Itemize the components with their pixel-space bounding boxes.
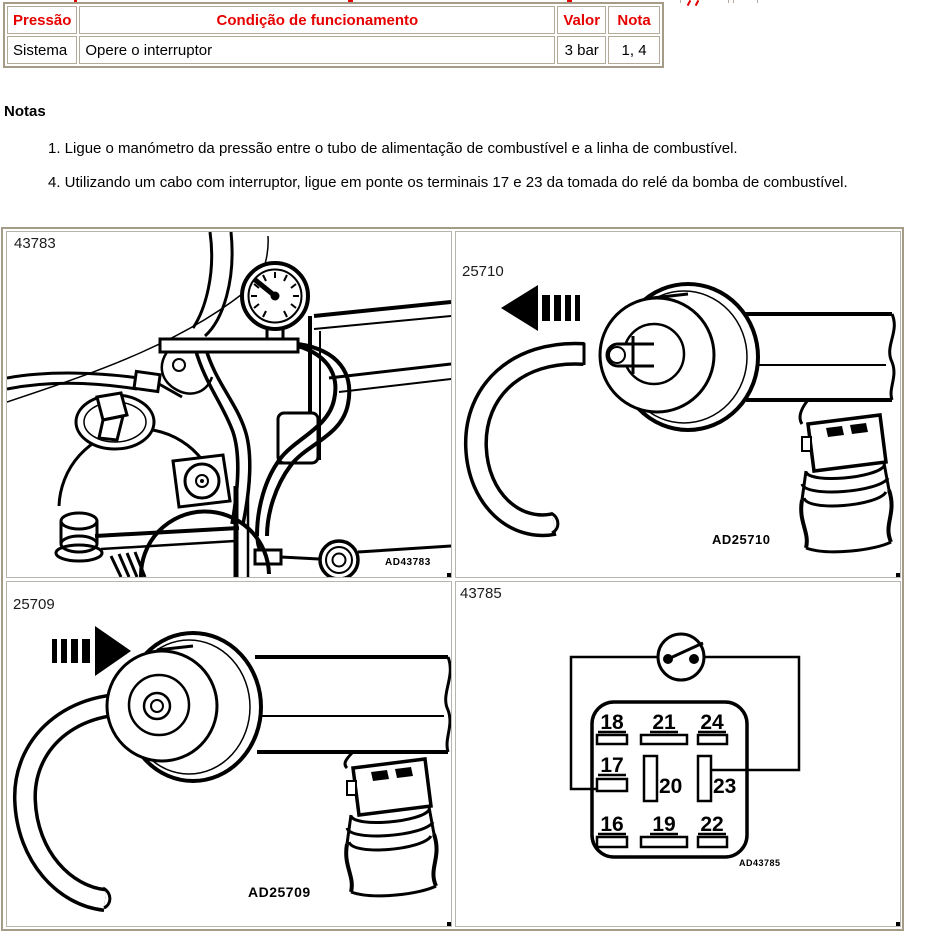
table-row (7, 36, 660, 64)
relay-socket-diagram (456, 582, 900, 926)
col-header-nota: Nota (608, 6, 660, 34)
figure-code-label: AD43785 (739, 858, 781, 868)
cell-condicao: Opere o interruptor (79, 36, 555, 64)
switch-icon (658, 634, 704, 680)
terminal-21: 21 (652, 711, 676, 734)
figure-code-label: AD25710 (712, 532, 771, 547)
terminal-24: 24 (700, 711, 724, 734)
corner-handle (447, 922, 451, 926)
direction-arrow-left-icon (501, 285, 580, 331)
terminal-23: 23 (713, 775, 737, 798)
truncated-heading-fragment (695, 0, 700, 6)
corner-handle (896, 573, 900, 577)
terminal-16: 16 (600, 813, 624, 836)
terminal-17: 17 (600, 754, 624, 777)
col-header-condicao: Condição de funcionamento (79, 6, 555, 34)
truncated-heading-fragment (687, 0, 692, 6)
figure-code-label: AD25709 (248, 884, 311, 900)
figure-regulator-disconnect (455, 231, 901, 578)
truncated-border-fragment (728, 0, 729, 3)
fuel-rail (251, 657, 450, 752)
figure-id-label: 43783 (14, 235, 56, 252)
notes-heading: Notas (4, 103, 46, 120)
col-header-valor: Valor (557, 6, 606, 34)
pressure-gauge-icon (160, 263, 308, 352)
figure-engine-bay (6, 231, 452, 578)
terminal-22: 22 (700, 813, 724, 836)
engine-bay-drawing (7, 232, 451, 577)
terminal-20: 20 (659, 775, 683, 798)
figure-id-label: 25710 (462, 263, 504, 280)
pressure-regulator (107, 633, 261, 781)
figure-id-label: 25709 (13, 596, 55, 613)
injector-connector (345, 752, 437, 896)
table-header-row (7, 6, 660, 34)
terminal-19: 19 (652, 813, 676, 836)
col-header-pressao: Pressão (7, 6, 77, 34)
figure-relay-socket (455, 581, 901, 927)
corner-handle (447, 573, 451, 577)
injector-connector (800, 400, 892, 552)
corner-handle (896, 922, 900, 926)
truncated-border-fragment (680, 0, 681, 3)
cell-pressao: Sistema (7, 36, 77, 64)
regulator-drawing (456, 232, 900, 577)
cell-nota: 1, 4 (608, 36, 660, 64)
truncated-border-fragment (733, 0, 734, 3)
note-item-4: 4. Utilizando um cabo com interruptor, ligue em ponte os terminais 17 e 23 da tomada do relé da bomba de combustível. (48, 174, 848, 191)
port-fitting-icon (320, 541, 358, 577)
fuel-hose (476, 343, 584, 533)
pressure-regulator (600, 284, 758, 430)
figure-code-label: AD43783 (385, 557, 431, 568)
regulator-drawing (7, 582, 451, 926)
note-item-1: 1. Ligue o manómetro da pressão entre o tubo de alimentação de combustível e a linha de combustível. (48, 140, 738, 157)
terminal-18: 18 (600, 711, 624, 734)
cell-valor: 3 bar (557, 36, 606, 64)
figure-grid (1, 227, 904, 931)
figure-regulator-connect (6, 581, 452, 927)
truncated-border-fragment (757, 0, 758, 3)
direction-arrow-right-icon (52, 626, 131, 676)
pressure-spec-table (3, 2, 664, 68)
figure-id-label: 43785 (460, 585, 502, 602)
